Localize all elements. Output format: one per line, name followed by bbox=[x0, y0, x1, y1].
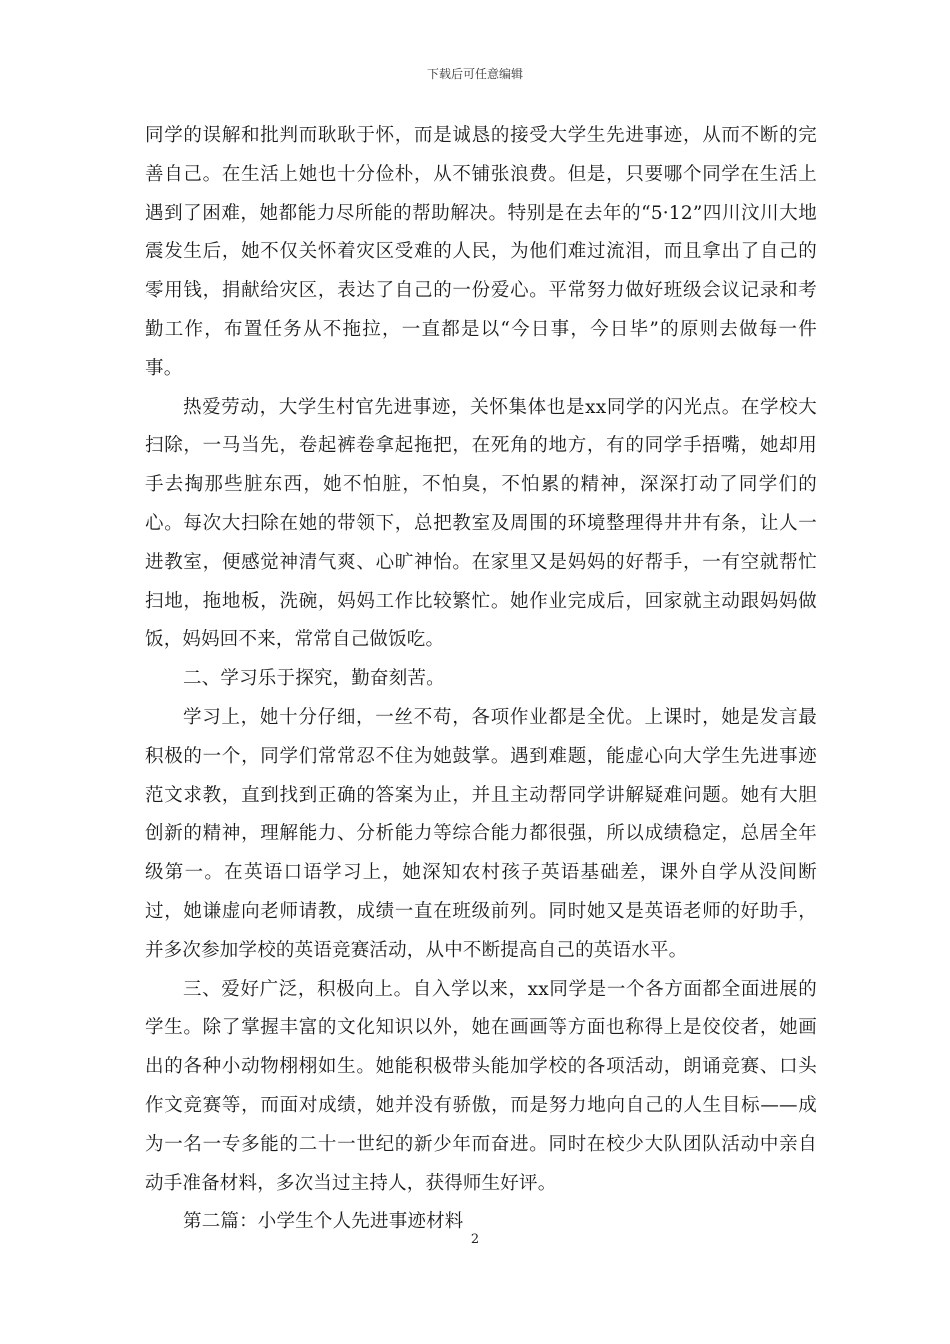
paragraph-study: 学习上，她十分仔细，一丝不苟，各项作业都是全优。上课时，她是发言最积极的一个，同学们常常忍不住为她鼓掌。遇到难题，能虚心向大学生先进事迹范文求教，直到找到正确的答案为止，并且主动帮同学讲解疑难问题。她有大胆创新的精神，理解能力、分析能力等综合能力都很强，所以成绩稳定，总居全年级第一。在英语口语学习上，她深知农村孩子英语基础差，课外自学从没间断过，她谦虚向老师请教，成绩一直在班级前列。同时她又是英语老师的好助手，并多次参加学校的英语竞赛活动，从中不断提高自己的英语水平。 bbox=[145, 706, 817, 961]
paragraph-labor: 热爱劳动，大学生村官先进事迹，关怀集体也是xx同学的闪光点。在学校大扫除，一马当先，卷起裤卷拿起拖把，在死角的地方，有的同学手捂嘴，她却用手去掏那些脏东西，她不怕脏，不怕臭，不怕累的精神，深深打动了同学们的心。每次大扫除在她的带领下，总把教室及周围的环境整理得井井有条，让人一进教室，便感觉神清气爽、心旷神怡。在家里又是妈妈的好帮手，一有空就帮忙扫地，拖地板，洗碗，妈妈工作比较繁忙。她作业完成后，回家就主动跟妈妈做饭，妈妈回不来，常常自己做饭吃。 bbox=[145, 396, 817, 651]
paragraph-continuation: 同学的误解和批判而耿耿于怀，而是诚恳的接受大学生先进事迹，从而不断的完善自己。在生活上她也十分俭朴，从不铺张浪费。但是，只要哪个同学在生活上遇到了困难，她都能力尽所能的帮助解决。特别是在去年的“5·12”四川汶川大地震发生后，她不仅关怀着灾区受难的人民，为他们难过流泪，而且拿出了自己的零用钱，捐献给灾区，表达了自己的一份爱心。平常努力做好班级会议记录和考勤工作，布置任务从不拖拉，一直都是以“今日事，今日毕”的原则去做每一件事。 bbox=[145, 125, 817, 379]
paragraph-hobbies: 三、爱好广泛，积极向上。自入学以来，xx同学是一个各方面都全面进展的学生。除了掌握丰富的文化知识以外，她在画画等方面也称得上是佼佼者，她画出的各种小动物栩栩如生。她能积极带头能加学校的各项活动，朗诵竞赛、口头作文竞赛等，而面对成绩，她并没有骄傲，而是努力地向自己的人生目标——成为一名一专多能的二十一世纪的新少年而奋进。同时在校少大队团队活动中亲自动手准备材料，多次当过主持人，获得师生好评。 bbox=[145, 978, 817, 1194]
section-heading-study: 二、学习乐于探究，勤奋刻苦。 bbox=[183, 668, 445, 690]
page-number: 2 bbox=[470, 1232, 480, 1247]
page-header: 下载后可任意编辑 bbox=[426, 67, 523, 81]
document-body bbox=[145, 117, 817, 1242]
section-heading-part-two: 第二篇：小学生个人先进事迹材料 bbox=[183, 1211, 464, 1233]
